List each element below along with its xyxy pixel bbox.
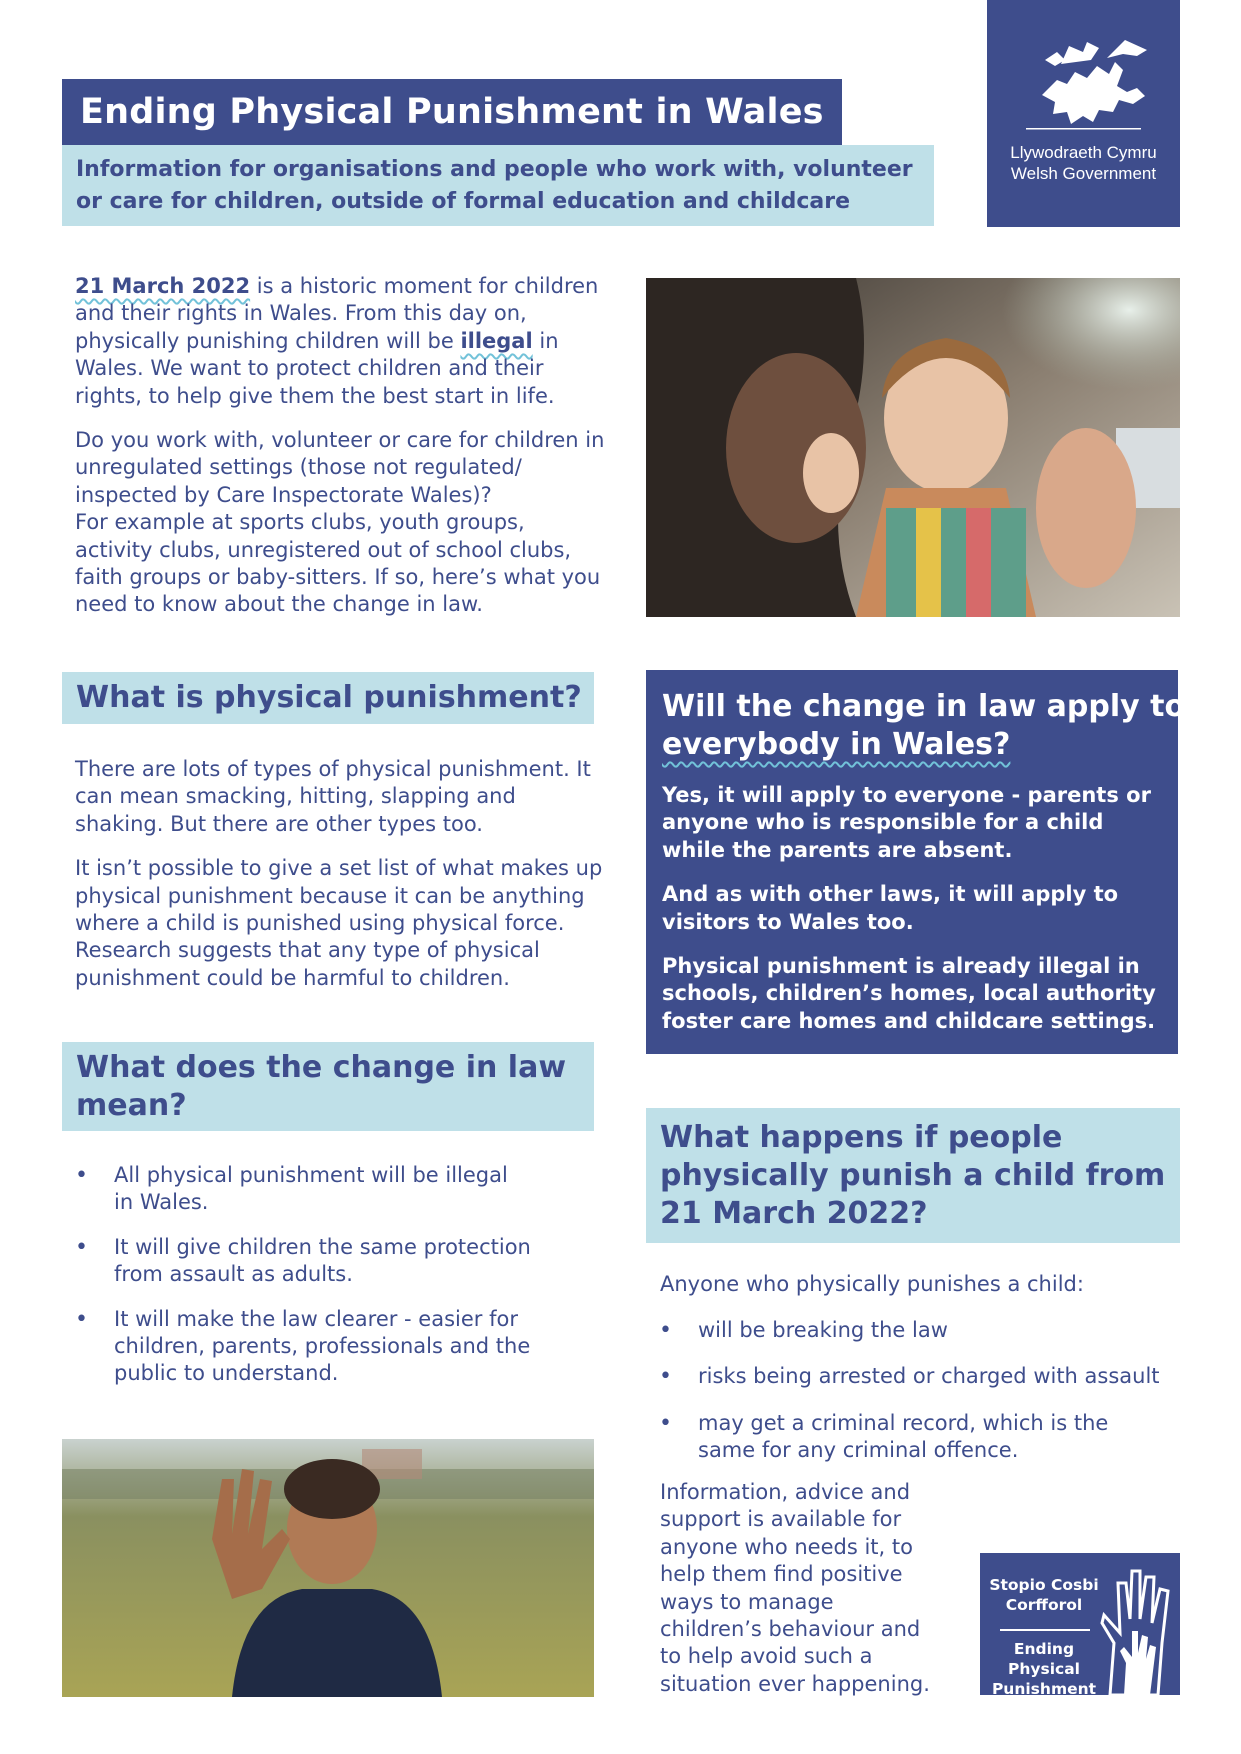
physical-punishment-paragraph-1: There are lots of types of physical punishment. It can mean smacking, hitting, slapping and shaking. But there are other types too. bbox=[75, 757, 591, 836]
change-meaning-heading-line-2: mean? bbox=[76, 1087, 187, 1123]
what-happens-heading-line-3: 21 March 2022? bbox=[660, 1195, 928, 1231]
intro-paragraph-1 bbox=[75, 273, 605, 410]
physical-punishment-text bbox=[75, 756, 605, 1009]
intro-text bbox=[75, 273, 605, 636]
list-item: • It will give children the same protection from assault as adults. bbox=[62, 1234, 562, 1289]
list-item: • All physical punishment will be illegal in Wales. bbox=[62, 1162, 562, 1217]
apply-paragraph-1: Yes, it will apply to everyone - parents or anyone who is responsible for a child while the parents are absent. bbox=[662, 783, 1151, 862]
campaign-welsh-line-2: Corfforol bbox=[1005, 1596, 1083, 1614]
campaign-english-line-1: Ending Physical bbox=[1008, 1640, 1080, 1678]
physical-punishment-heading: What is physical punishment? bbox=[76, 680, 582, 715]
title-banner bbox=[62, 79, 842, 145]
intro-p1-text-b: in Wales. We want to protect children and their rights, to help give them the best start in life. bbox=[75, 328, 559, 408]
apply-everybody-panel bbox=[646, 670, 1186, 1054]
physical-punishment-heading-box bbox=[62, 672, 594, 724]
welsh-dragon-icon bbox=[987, 0, 1180, 140]
physical-punishment-paragraph-2: It isn’t possible to give a set list of what makes up physical punishment because it can be anything where a child is punished using physical force. Research suggests that any type of physical punishment could be harmful to children. bbox=[75, 856, 603, 990]
what-happens-lead: Anyone who physically punishes a child: bbox=[660, 1272, 1084, 1296]
campaign-logo bbox=[980, 1553, 1180, 1698]
intro-paragraph-2: Do you work with, volunteer or care for children in unregulated settings (those not regulated/ inspected by Care Inspectorate Wales)? bbox=[75, 428, 605, 507]
what-happens-heading-line-1: What happens if people bbox=[660, 1119, 1063, 1155]
change-meaning-heading-box bbox=[62, 1042, 594, 1131]
list-item: • It will make the law clearer - easier for children, parents, professionals and the public to understand. bbox=[62, 1306, 562, 1388]
campaign-english-line-2: Punishment bbox=[991, 1680, 1097, 1698]
apply-paragraph-3: Physical punishment is already illegal in schools, children’s homes, local authority foster care homes and childcare settings. bbox=[662, 954, 1156, 1033]
subtitle-line-1: Information for organisations and people who work with, volunteer bbox=[76, 156, 913, 182]
apply-paragraph-2: And as with other laws, it will apply to visitors to Wales too. bbox=[662, 882, 1119, 934]
apply-heading-line-2: everybody in Wales? bbox=[662, 727, 1011, 762]
intro-date: 21 March 2022 bbox=[75, 274, 251, 298]
what-happens-list bbox=[646, 1317, 1180, 1482]
list-item: • will be breaking the law bbox=[646, 1317, 1180, 1344]
change-meaning-list bbox=[62, 1162, 562, 1405]
campaign-welsh-line-1: Stopio Cosbi bbox=[989, 1576, 1099, 1594]
change-meaning-heading-line-1: What does the change in law bbox=[76, 1049, 567, 1085]
intro-p1-text-a: is a historic moment for children and their rights in Wales. From this day on, physically punishing children will be bbox=[75, 274, 599, 353]
campaign-divider bbox=[1000, 1629, 1090, 1631]
photo-girl-high-five bbox=[646, 278, 1180, 617]
list-item: • may get a criminal record, which is the same for any criminal offence. bbox=[646, 1410, 1180, 1465]
hands-icon bbox=[1090, 1553, 1180, 1695]
photo-boy-stop-hand bbox=[62, 1439, 594, 1697]
list-item: • risks being arrested or charged with assault bbox=[646, 1363, 1180, 1390]
welsh-government-logo bbox=[987, 0, 1180, 227]
support-paragraph: Information, advice and support is available for anyone who needs it, to help them find positive ways to manage children’s behaviour and to help avoid such a situation ever happening. bbox=[660, 1480, 930, 1696]
illegal-highlight: illegal bbox=[460, 328, 533, 353]
page-title: Ending Physical Punishment in Wales bbox=[80, 92, 824, 132]
logo-welsh-name: Llywodraeth Cymru bbox=[1010, 143, 1157, 162]
what-happens-heading-box bbox=[646, 1108, 1180, 1243]
intro-paragraph-3: For example at sports clubs, youth groups, activity clubs, unregistered out of school clubs, faith groups or baby-sitters. If so, here’s what you need to know about the change in law. bbox=[75, 510, 601, 617]
logo-english-name: Welsh Government bbox=[1010, 164, 1157, 183]
subtitle-banner bbox=[62, 145, 934, 226]
what-happens-heading-line-2: physically punish a child from bbox=[660, 1157, 1166, 1193]
subtitle-line-2: or care for children, outside of formal education and childcare bbox=[76, 188, 851, 214]
apply-heading-line-1: Will the change in law apply to bbox=[662, 689, 1186, 724]
